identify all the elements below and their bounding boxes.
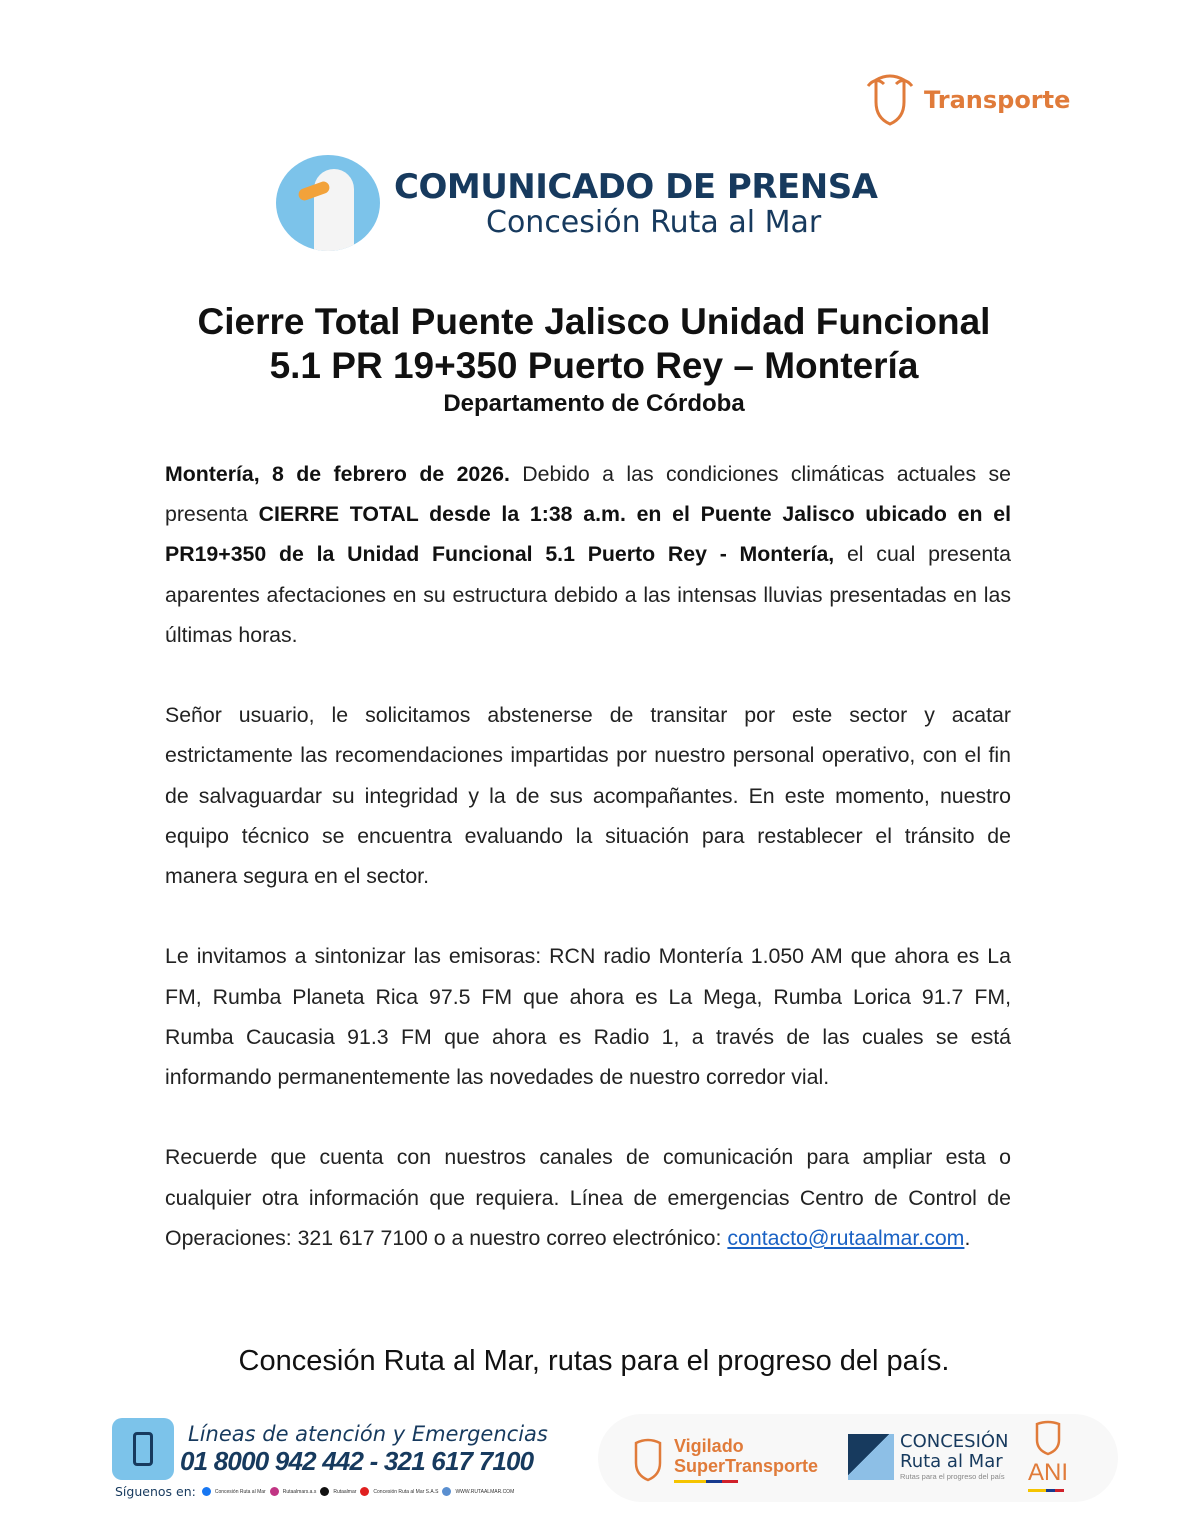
slogan: Concesión Ruta al Mar, rutas para el progreso del país.: [238, 1345, 950, 1377]
title-line-1: Cierre Total Puente Jalisco Unidad Funcional: [197, 301, 991, 342]
title-line-2: 5.1 PR 19+350 Puerto Rey – Montería: [269, 345, 919, 386]
social-links: [115, 1484, 514, 1499]
concesion-tagline: Rutas para el progreso del país: [900, 1472, 1005, 1481]
phone-icon: [112, 1418, 174, 1480]
header-subtitle: Concesión Ruta al Mar: [486, 204, 822, 240]
p4-text: Recuerde que cuenta con nuestros canales de comunicación para ampliar esta o cualquier otra información que requiera. Línea de emergencias Centro de Control de Operaciones: 321 617 7100 o a nuestro correo electrónico:: [165, 1145, 1011, 1250]
facebook-icon: [202, 1487, 211, 1496]
concesion-ruta-al-mar-logo: [848, 1432, 1009, 1481]
lines-title: Líneas de atención y Emergencias: [188, 1422, 548, 1446]
document-subtitle: Departamento de Córdoba: [443, 390, 745, 417]
ani-logo: [1028, 1420, 1068, 1492]
transporte-logo: [864, 72, 1070, 128]
paragraph-1: [165, 454, 1011, 655]
phone-numbers: 01 8000 942 442 - 321 617 7100: [180, 1446, 534, 1476]
paragraph-3: Le invitamos a sintonizar las emisoras: RCN radio Montería 1.050 AM que ahora es La FM, Rumba Planeta Rica 97.5 FM que ahora es La Mega, Rumba Lorica 91.7 FM, Rumba Caucasia 91.3 FM que ahora es Radio 1, a través de las cuales se está informando permanentemente las novedades de nuestro corredor vial.: [165, 944, 1011, 1090]
p4-end: .: [964, 1225, 971, 1250]
p1-text-2: el cual presenta aparentes afectaciones en su estructura debido a las intensas lluvias presentadas en las últimas horas.: [165, 542, 1011, 647]
paragraph-4: [165, 1137, 1011, 1258]
p1-bold-closure: CIERRE TOTAL desde la 1:38 a.m. en el Puente Jalisco ubicado en el PR19+350 de la Unidad Funcional 5.1 Puerto Rey - Montería,: [165, 502, 1011, 567]
colombia-seal-icon: [864, 72, 916, 128]
partner-logos: [598, 1414, 1118, 1502]
email-link[interactable]: contacto@rutaalmar.com: [727, 1225, 965, 1250]
vigilado-label: Vigilado: [674, 1436, 744, 1456]
document-body: [165, 454, 1011, 1298]
web-icon: [442, 1487, 451, 1496]
dateline: Montería, 8 de febrero de 2026.: [165, 462, 510, 486]
document-title: [0, 300, 1188, 388]
header-title: COMUNICADO DE PRENSA: [394, 166, 878, 207]
vigilado-supertransporte-logo: [628, 1436, 818, 1483]
supertransporte-label: SuperTransporte: [674, 1456, 819, 1476]
transporte-label: Transporte: [924, 86, 1071, 114]
instagram-icon: [270, 1487, 279, 1496]
x-icon: [320, 1487, 329, 1496]
flag-stripe: [674, 1480, 818, 1483]
youtube-icon: [360, 1487, 369, 1496]
follow-label: Síguenos en:: [115, 1484, 196, 1499]
pelican-mascot-icon: [276, 155, 380, 251]
p1-text-1: Debido a las condiciones climáticas actuales se presenta: [165, 462, 1011, 527]
paragraph-2: Señor usuario, le solicitamos abstenerse de transitar por este sector y acatar estrictamente las recomendaciones impartidas por nuestro personal operativo, con el fin de salvaguardar su integridad y la de sus acompañantes. En este momento, nuestro equipo técnico se encuentra evaluando la situación para restablecer el tránsito de manera segura en el sector.: [165, 703, 1011, 889]
press-release-header: [276, 155, 878, 251]
ani-label: ANI: [1028, 1459, 1069, 1486]
ruta-al-mar-emblem-icon: [848, 1434, 894, 1480]
colombia-seal-icon: [628, 1437, 668, 1483]
social-web[interactable]: WWW.RUTAALMAR.COM: [455, 1488, 515, 1495]
social-instagram[interactable]: Rutaalmars.a.s: [282, 1488, 317, 1495]
flag-stripe: [1028, 1489, 1068, 1492]
concesion-label: CONCESIÓN: [900, 1431, 1009, 1452]
social-x[interactable]: Rutaalmar: [333, 1488, 357, 1495]
colombia-seal-icon: [1031, 1420, 1065, 1456]
ruta-al-mar-label: Ruta al Mar: [900, 1451, 1003, 1472]
social-facebook[interactable]: Concesión Ruta al Mar: [214, 1488, 266, 1495]
social-youtube[interactable]: Concesión Ruta al Mar S.A.S: [373, 1488, 439, 1495]
